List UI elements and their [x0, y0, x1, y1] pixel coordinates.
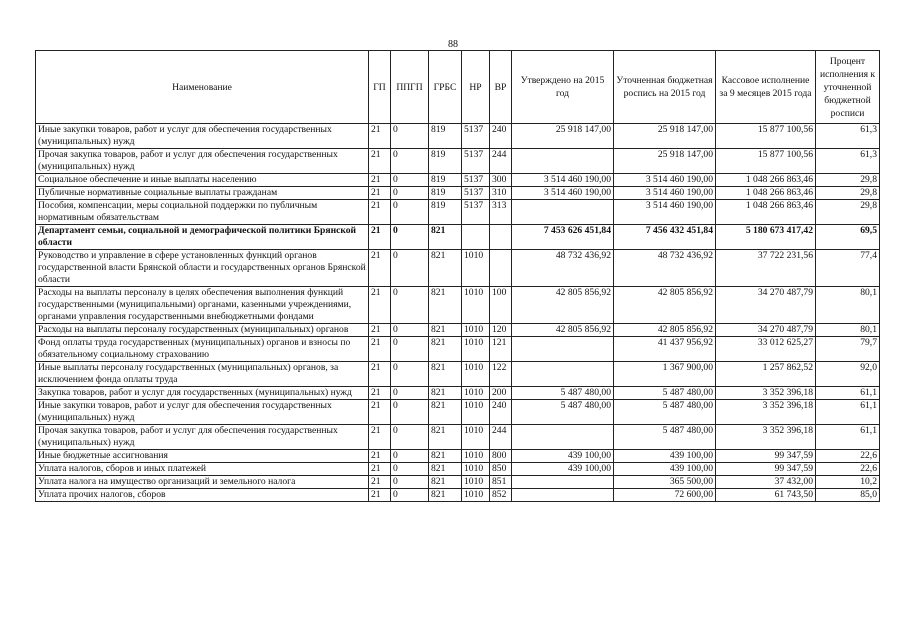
row-gp-cell: 21	[369, 489, 391, 502]
row-pgp-cell: 0	[391, 225, 429, 250]
row-pgp-cell: 0	[391, 362, 429, 387]
row-percent-cell: 80,1	[816, 287, 880, 324]
row-pgp-cell: 0	[391, 149, 429, 174]
row-grbs-cell: 821	[429, 362, 462, 387]
table-row	[36, 489, 880, 502]
row-approved-cell: 439 100,00	[512, 450, 614, 463]
table-row	[36, 362, 880, 387]
row-cash-cell: 61 743,50	[716, 489, 816, 502]
row-percent-cell: 29,8	[816, 200, 880, 225]
row-vr-cell: 850	[490, 463, 512, 476]
row-vr-cell: 244	[490, 425, 512, 450]
row-vr-cell: 300	[490, 174, 512, 187]
row-name-cell: Уплата налогов, сборов и иных платежей	[36, 463, 369, 476]
row-percent-cell: 22,6	[816, 463, 880, 476]
row-name-cell: Иные закупки товаров, работ и услуг для обеспечения государственных (муниципальных) нужд	[36, 124, 369, 149]
row-pgp-cell: 0	[391, 489, 429, 502]
row-name-cell: Уплата прочих налогов, сборов	[36, 489, 369, 502]
header-gp: ГП	[369, 51, 391, 124]
row-name-cell: Расходы на выплаты персоналу в целях обеспечения выполнения функций государственными (муниципальными) органами, казенными учреждениями, органами управления государственными внебюджетными фондами	[36, 287, 369, 324]
row-cash-cell: 37 432,00	[716, 476, 816, 489]
row-nr-cell: 5137	[462, 200, 490, 225]
row-cash-cell: 15 877 100,56	[716, 124, 816, 149]
table-row	[36, 225, 880, 250]
row-gp-cell: 21	[369, 337, 391, 362]
header-pgp: ППГП	[391, 51, 429, 124]
header-approved: Утверждено на 2015 год	[512, 51, 614, 124]
row-gp-cell: 21	[369, 149, 391, 174]
row-name-cell: Закупка товаров, работ и услуг для государственных (муниципальных) нужд	[36, 387, 369, 400]
row-approved-cell: 42 805 856,92	[512, 287, 614, 324]
row-vr-cell: 122	[490, 362, 512, 387]
row-gp-cell: 21	[369, 287, 391, 324]
row-nr-cell: 5137	[462, 124, 490, 149]
row-nr-cell: 5137	[462, 149, 490, 174]
header-name: Наименование	[36, 51, 369, 124]
row-name-cell: Прочая закупка товаров, работ и услуг для обеспечения государственных (муниципальных) нужд	[36, 149, 369, 174]
row-refined-cell: 7 456 432 451,84	[614, 225, 716, 250]
row-grbs-cell: 819	[429, 149, 462, 174]
row-grbs-cell: 821	[429, 425, 462, 450]
row-grbs-cell: 821	[429, 450, 462, 463]
row-grbs-cell: 819	[429, 124, 462, 149]
row-percent-cell: 61,1	[816, 387, 880, 400]
row-percent-cell: 85,0	[816, 489, 880, 502]
row-name-cell: Расходы на выплаты персоналу государственных (муниципальных) органов	[36, 324, 369, 337]
row-cash-cell: 15 877 100,56	[716, 149, 816, 174]
row-gp-cell: 21	[369, 400, 391, 425]
row-pgp-cell: 0	[391, 463, 429, 476]
row-approved-cell: 5 487 480,00	[512, 400, 614, 425]
table-row	[36, 187, 880, 200]
row-gp-cell: 21	[369, 225, 391, 250]
row-percent-cell: 10,2	[816, 476, 880, 489]
row-pgp-cell: 0	[391, 337, 429, 362]
row-percent-cell: 61,1	[816, 400, 880, 425]
row-percent-cell: 61,3	[816, 149, 880, 174]
row-cash-cell: 1 257 862,52	[716, 362, 816, 387]
row-refined-cell: 42 805 856,92	[614, 324, 716, 337]
table-row	[36, 425, 880, 450]
row-cash-cell: 33 012 625,27	[716, 337, 816, 362]
row-nr-cell: 5137	[462, 187, 490, 200]
row-refined-cell: 25 918 147,00	[614, 124, 716, 149]
row-pgp-cell: 0	[391, 324, 429, 337]
table-row	[36, 387, 880, 400]
row-pgp-cell: 0	[391, 425, 429, 450]
header-cash: Кассовое исполнение за 9 месяцев 2015 года	[716, 51, 816, 124]
row-percent-cell: 79,7	[816, 337, 880, 362]
row-vr-cell: 120	[490, 324, 512, 337]
row-percent-cell: 29,8	[816, 174, 880, 187]
header-nr: НР	[462, 51, 490, 124]
row-gp-cell: 21	[369, 324, 391, 337]
row-pgp-cell: 0	[391, 387, 429, 400]
row-cash-cell: 34 270 487,79	[716, 324, 816, 337]
row-vr-cell	[490, 250, 512, 287]
row-pgp-cell: 0	[391, 250, 429, 287]
table-row	[36, 124, 880, 149]
row-name-cell: Уплата налога на имущество организаций и земельного налога	[36, 476, 369, 489]
table-row	[36, 250, 880, 287]
table-row	[36, 200, 880, 225]
row-percent-cell: 92,0	[816, 362, 880, 387]
row-approved-cell	[512, 337, 614, 362]
row-percent-cell: 80,1	[816, 324, 880, 337]
row-nr-cell: 1010	[462, 450, 490, 463]
row-grbs-cell: 819	[429, 200, 462, 225]
row-refined-cell: 72 600,00	[614, 489, 716, 502]
row-name-cell: Фонд оплаты труда государственных (муниципальных) органов и взносы по обязательному социальному страхованию	[36, 337, 369, 362]
row-approved-cell: 3 514 460 190,00	[512, 174, 614, 187]
row-refined-cell: 439 100,00	[614, 463, 716, 476]
row-vr-cell: 800	[490, 450, 512, 463]
row-approved-cell	[512, 362, 614, 387]
row-grbs-cell: 819	[429, 187, 462, 200]
row-approved-cell: 48 732 436,92	[512, 250, 614, 287]
row-name-cell: Иные выплаты персоналу государственных (муниципальных) органов, за исключением фонда оплаты труда	[36, 362, 369, 387]
row-name-cell: Департамент семьи, социальной и демографической политики Брянской области	[36, 225, 369, 250]
row-grbs-cell: 821	[429, 250, 462, 287]
row-refined-cell: 5 487 480,00	[614, 400, 716, 425]
row-grbs-cell: 821	[429, 324, 462, 337]
header-vr: ВР	[490, 51, 512, 124]
row-refined-cell: 25 918 147,00	[614, 149, 716, 174]
row-percent-cell: 69,5	[816, 225, 880, 250]
row-grbs-cell: 821	[429, 387, 462, 400]
row-nr-cell: 1010	[462, 250, 490, 287]
row-nr-cell: 1010	[462, 425, 490, 450]
row-vr-cell: 240	[490, 124, 512, 149]
row-grbs-cell: 821	[429, 489, 462, 502]
row-gp-cell: 21	[369, 174, 391, 187]
row-nr-cell: 1010	[462, 387, 490, 400]
row-approved-cell: 439 100,00	[512, 463, 614, 476]
row-nr-cell: 1010	[462, 337, 490, 362]
row-pgp-cell: 0	[391, 174, 429, 187]
table-body	[36, 124, 880, 502]
table-row	[36, 476, 880, 489]
header-percent: Процент исполнения к уточненной бюджетной росписи	[816, 51, 880, 124]
header-refined: Уточненная бюджетная роспись на 2015 год	[614, 51, 716, 124]
row-gp-cell: 21	[369, 476, 391, 489]
table-row	[36, 324, 880, 337]
row-name-cell: Социальное обеспечение и иные выплаты населению	[36, 174, 369, 187]
row-pgp-cell: 0	[391, 476, 429, 489]
row-grbs-cell: 821	[429, 400, 462, 425]
row-gp-cell: 21	[369, 250, 391, 287]
row-vr-cell: 310	[490, 187, 512, 200]
row-nr-cell: 1010	[462, 362, 490, 387]
row-approved-cell: 3 514 460 190,00	[512, 187, 614, 200]
row-gp-cell: 21	[369, 450, 391, 463]
table-row	[36, 287, 880, 324]
row-grbs-cell: 821	[429, 287, 462, 324]
row-approved-cell: 42 805 856,92	[512, 324, 614, 337]
row-refined-cell: 41 437 956,92	[614, 337, 716, 362]
row-gp-cell: 21	[369, 124, 391, 149]
row-refined-cell: 439 100,00	[614, 450, 716, 463]
row-percent-cell: 61,3	[816, 124, 880, 149]
row-gp-cell: 21	[369, 200, 391, 225]
row-vr-cell: 852	[490, 489, 512, 502]
row-cash-cell: 1 048 266 863,46	[716, 174, 816, 187]
row-grbs-cell: 819	[429, 174, 462, 187]
row-name-cell: Иные бюджетные ассигнования	[36, 450, 369, 463]
row-refined-cell: 48 732 436,92	[614, 250, 716, 287]
row-pgp-cell: 0	[391, 400, 429, 425]
row-nr-cell: 1010	[462, 287, 490, 324]
row-gp-cell: 21	[369, 387, 391, 400]
row-cash-cell: 5 180 673 417,42	[716, 225, 816, 250]
row-approved-cell	[512, 476, 614, 489]
row-vr-cell: 200	[490, 387, 512, 400]
row-cash-cell: 99 347,59	[716, 450, 816, 463]
row-grbs-cell: 821	[429, 476, 462, 489]
row-percent-cell: 77,4	[816, 250, 880, 287]
row-nr-cell: 1010	[462, 400, 490, 425]
row-grbs-cell: 821	[429, 463, 462, 476]
row-vr-cell: 313	[490, 200, 512, 225]
row-name-cell: Прочая закупка товаров, работ и услуг для обеспечения государственных (муниципальных) нужд	[36, 425, 369, 450]
row-percent-cell: 29,8	[816, 187, 880, 200]
row-nr-cell: 1010	[462, 489, 490, 502]
row-gp-cell: 21	[369, 362, 391, 387]
row-vr-cell: 121	[490, 337, 512, 362]
row-approved-cell	[512, 149, 614, 174]
row-cash-cell: 1 048 266 863,46	[716, 200, 816, 225]
row-cash-cell: 1 048 266 863,46	[716, 187, 816, 200]
page-number: 88	[448, 39, 458, 50]
table-header-row	[36, 51, 880, 124]
row-cash-cell: 99 347,59	[716, 463, 816, 476]
row-pgp-cell: 0	[391, 287, 429, 324]
row-refined-cell: 42 805 856,92	[614, 287, 716, 324]
row-name-cell: Публичные нормативные социальные выплаты гражданам	[36, 187, 369, 200]
row-nr-cell: 1010	[462, 463, 490, 476]
table-row	[36, 174, 880, 187]
row-nr-cell	[462, 225, 490, 250]
row-refined-cell: 3 514 460 190,00	[614, 174, 716, 187]
table-row	[36, 400, 880, 425]
table-row	[36, 149, 880, 174]
row-approved-cell: 25 918 147,00	[512, 124, 614, 149]
row-cash-cell: 3 352 396,18	[716, 400, 816, 425]
row-cash-cell: 37 722 231,56	[716, 250, 816, 287]
row-nr-cell: 5137	[462, 174, 490, 187]
row-name-cell: Пособия, компенсации, меры социальной поддержки по публичным нормативным обязательствам	[36, 200, 369, 225]
budget-table	[35, 50, 880, 502]
row-gp-cell: 21	[369, 187, 391, 200]
row-pgp-cell: 0	[391, 450, 429, 463]
row-approved-cell	[512, 200, 614, 225]
row-cash-cell: 3 352 396,18	[716, 425, 816, 450]
row-refined-cell: 365 500,00	[614, 476, 716, 489]
table-row	[36, 337, 880, 362]
row-percent-cell: 61,1	[816, 425, 880, 450]
row-vr-cell: 244	[490, 149, 512, 174]
row-approved-cell	[512, 489, 614, 502]
row-gp-cell: 21	[369, 425, 391, 450]
row-vr-cell	[490, 225, 512, 250]
row-percent-cell: 22,6	[816, 450, 880, 463]
row-grbs-cell: 821	[429, 337, 462, 362]
row-pgp-cell: 0	[391, 200, 429, 225]
row-name-cell: Иные закупки товаров, работ и услуг для обеспечения государственных (муниципальных) нужд	[36, 400, 369, 425]
row-name-cell: Руководство и управление в сфере установленных функций органов государственной власти Брянской области и государственных органов Брянской области	[36, 250, 369, 287]
row-nr-cell: 1010	[462, 324, 490, 337]
row-gp-cell: 21	[369, 463, 391, 476]
row-vr-cell: 240	[490, 400, 512, 425]
header-grbs: ГРБС	[429, 51, 462, 124]
row-refined-cell: 3 514 460 190,00	[614, 187, 716, 200]
row-vr-cell: 851	[490, 476, 512, 489]
row-grbs-cell: 821	[429, 225, 462, 250]
row-refined-cell: 1 367 900,00	[614, 362, 716, 387]
row-approved-cell: 7 453 626 451,84	[512, 225, 614, 250]
row-refined-cell: 5 487 480,00	[614, 387, 716, 400]
row-pgp-cell: 0	[391, 187, 429, 200]
row-nr-cell: 1010	[462, 476, 490, 489]
row-approved-cell	[512, 425, 614, 450]
row-refined-cell: 5 487 480,00	[614, 425, 716, 450]
row-pgp-cell: 0	[391, 124, 429, 149]
row-cash-cell: 34 270 487,79	[716, 287, 816, 324]
row-cash-cell: 3 352 396,18	[716, 387, 816, 400]
table-row	[36, 463, 880, 476]
table-row	[36, 450, 880, 463]
row-vr-cell: 100	[490, 287, 512, 324]
row-approved-cell: 5 487 480,00	[512, 387, 614, 400]
row-refined-cell: 3 514 460 190,00	[614, 200, 716, 225]
